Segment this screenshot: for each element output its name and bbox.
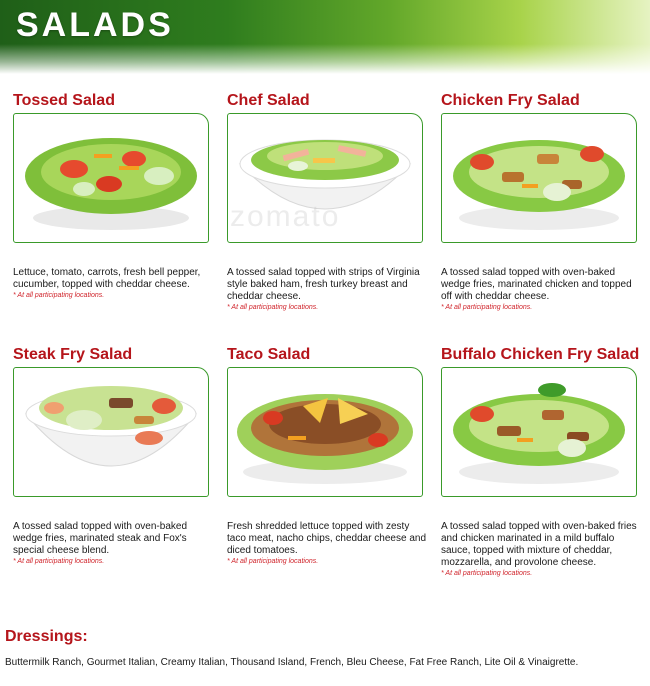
watermark-logo: zomato [230, 200, 341, 233]
salad-item-tossed [13, 92, 218, 299]
salad-photo [441, 113, 637, 243]
salad-title: Chef Salad [227, 92, 310, 109]
availability-note: * At all participating locations. [227, 558, 319, 565]
salad-photo [13, 367, 209, 497]
salad-item-taco [227, 346, 432, 565]
salad-item-buffalo-chicken-fry [441, 346, 646, 577]
availability-note: * At all participating locations. [227, 304, 319, 311]
salad-description: A tossed salad topped with oven-baked fries and chicken marinated in a mild buffalo sauce, topped with mixture of cheddar, mozzarella, and provolone cheese. [441, 521, 637, 568]
salad-photo [441, 367, 637, 497]
availability-note: * At all participating locations. [441, 304, 533, 311]
salad-photo [227, 367, 423, 497]
salad-photo [13, 113, 209, 243]
salad-title: Taco Salad [227, 346, 311, 363]
salad-item-steak-fry [13, 346, 218, 565]
availability-note: * At all participating locations. [13, 292, 105, 299]
salad-description: A tossed salad topped with oven-baked wedge fries, marinated chicken and topped off with cheddar cheese. [441, 267, 632, 302]
dressings-heading: Dressings: [5, 628, 88, 645]
availability-note: * At all participating locations. [441, 570, 533, 577]
salad-description: Fresh shredded lettuce topped with zesty taco meat, nacho chips, cheddar cheese and diced tomatoes. [227, 521, 427, 556]
salad-title: Tossed Salad [13, 92, 115, 109]
page-title: SALADS [16, 6, 174, 44]
salad-title: Steak Fry Salad [13, 346, 133, 363]
salad-title: Buffalo Chicken Fry Salad [441, 346, 640, 363]
availability-note: * At all participating locations. [13, 558, 105, 565]
header-banner [0, 0, 650, 74]
salad-title: Chicken Fry Salad [441, 92, 580, 109]
salad-description: A tossed salad topped with oven-baked wedge fries, marinated steak and Fox's special cheese blend. [13, 521, 188, 556]
salad-description: Lettuce, tomato, carrots, fresh bell pepper, cucumber, topped with cheddar cheese. [13, 267, 201, 290]
banner-glow [0, 44, 650, 74]
salad-item-chicken-fry [441, 92, 646, 311]
salad-description: A tossed salad topped with strips of Virginia style baked ham, fresh turkey breast and cheddar cheese. [227, 267, 420, 302]
dressings-list: Buttermilk Ranch, Gourmet Italian, Creamy Italian, Thousand Island, French, Bleu Cheese, Fat Free Ranch, Lite Oil & Vinaigrette. [5, 657, 579, 668]
